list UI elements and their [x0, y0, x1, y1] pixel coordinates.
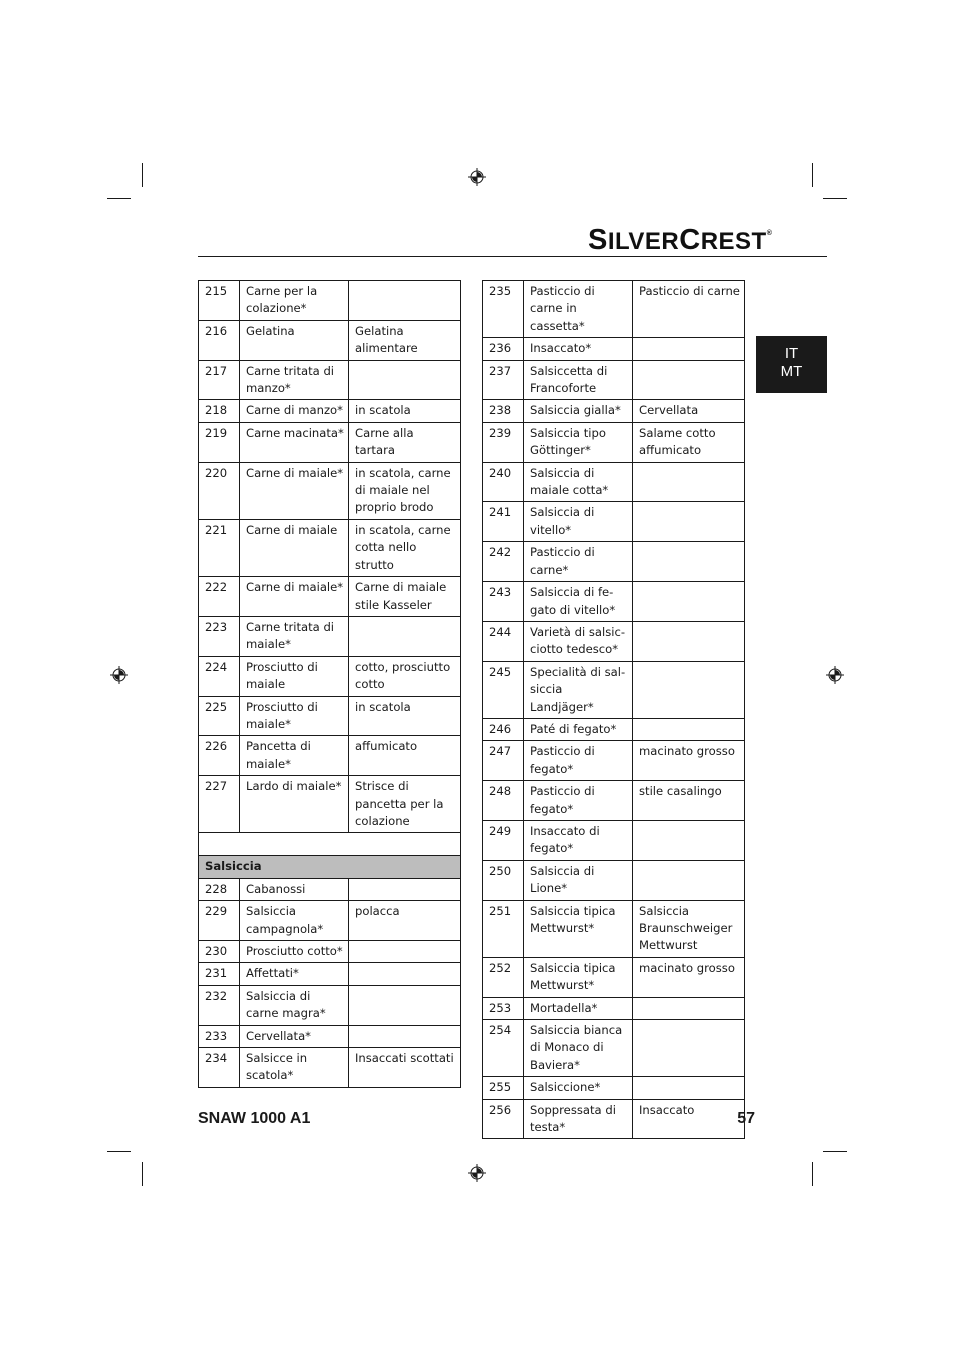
item-number: 219 — [199, 422, 240, 462]
table-row — [199, 400, 461, 422]
item-note: Insaccati scottati — [349, 1048, 461, 1088]
item-note: cotto, prosciutto cotto — [349, 656, 461, 696]
item-note: Salame cotto affumicato — [633, 422, 745, 462]
table-row — [483, 281, 745, 338]
item-number: 241 — [483, 502, 524, 542]
table-row — [483, 741, 745, 781]
item-note: in scatola, carne di maiale nel proprio brodo — [349, 462, 461, 519]
item-number: 231 — [199, 963, 240, 985]
item-number: 223 — [199, 616, 240, 656]
item-number: 235 — [483, 281, 524, 338]
item-number: 216 — [199, 320, 240, 360]
model-number: SNAW 1000 A1 — [198, 1110, 311, 1127]
table-row — [483, 661, 745, 718]
item-name: Salsiccia di fe-gato di vitello* — [524, 582, 633, 622]
item-note: macinato grosso — [633, 957, 745, 997]
item-name: Carne di manzo* — [240, 400, 349, 422]
item-number: 236 — [483, 338, 524, 360]
table-row — [199, 1025, 461, 1047]
registration-mark-icon — [468, 168, 486, 186]
item-note: polacca — [349, 901, 461, 941]
food-table-right — [482, 280, 745, 1139]
table-row — [483, 621, 745, 661]
table-row — [199, 696, 461, 736]
item-number: 243 — [483, 582, 524, 622]
table-row — [483, 502, 745, 542]
item-name: Salsiccia gialla* — [524, 400, 633, 422]
table-row — [199, 281, 461, 321]
table-row — [199, 422, 461, 462]
item-number: 256 — [483, 1099, 524, 1139]
language-code: IT — [784, 345, 799, 362]
item-note: in scatola — [349, 400, 461, 422]
item-name: Paté di fegato* — [524, 718, 633, 740]
item-note: affumicato — [349, 736, 461, 776]
crop-mark — [823, 1151, 847, 1152]
item-name: Affettati* — [240, 963, 349, 985]
item-note — [349, 985, 461, 1025]
item-number: 244 — [483, 621, 524, 661]
table-row — [199, 963, 461, 985]
item-number: 249 — [483, 820, 524, 860]
table-row — [199, 985, 461, 1025]
crop-mark — [812, 1162, 813, 1186]
item-note: Cervellata — [633, 400, 745, 422]
item-note — [633, 820, 745, 860]
item-name: Cervellata* — [240, 1025, 349, 1047]
item-name: Salsiccia tipica Mettwurst* — [524, 900, 633, 957]
table-row — [199, 320, 461, 360]
item-name: Gelatina — [240, 320, 349, 360]
item-number: 232 — [199, 985, 240, 1025]
item-note — [633, 338, 745, 360]
language-code: MT — [780, 363, 803, 380]
item-name: Specialità di sal-siccia Landjäger* — [524, 661, 633, 718]
item-number: 226 — [199, 736, 240, 776]
brand-logo — [588, 224, 773, 257]
table-row — [483, 422, 745, 462]
item-number: 245 — [483, 661, 524, 718]
item-number: 239 — [483, 422, 524, 462]
table-row — [199, 736, 461, 776]
item-name: Pancetta di maiale* — [240, 736, 349, 776]
table-row — [199, 901, 461, 941]
item-number: 224 — [199, 656, 240, 696]
item-name: Prosciutto di maiale — [240, 656, 349, 696]
brand-initial: S — [588, 224, 608, 256]
item-number: 230 — [199, 941, 240, 963]
table-row — [199, 462, 461, 519]
table-row — [199, 360, 461, 400]
registration-mark-icon — [110, 666, 128, 684]
item-note — [633, 621, 745, 661]
table-row — [483, 781, 745, 821]
item-note: in scatola, carne cotta nello strutto — [349, 519, 461, 576]
table-row — [483, 462, 745, 502]
table-cell — [199, 833, 461, 856]
table-row — [483, 1020, 745, 1077]
table-row — [199, 941, 461, 963]
item-name: Pasticcio di carne in cassetta* — [524, 281, 633, 338]
registration-mark-icon — [468, 1164, 486, 1182]
table-row — [483, 820, 745, 860]
item-note: stile casalingo — [633, 781, 745, 821]
table-row — [483, 338, 745, 360]
table-row — [483, 860, 745, 900]
brand-word: REST — [700, 228, 767, 255]
item-name: Prosciutto di maiale* — [240, 696, 349, 736]
table-row — [199, 878, 461, 900]
item-number: 228 — [199, 878, 240, 900]
crop-mark — [812, 163, 813, 187]
crop-mark — [107, 198, 131, 199]
item-number: 238 — [483, 400, 524, 422]
table-row — [483, 900, 745, 957]
item-note — [349, 963, 461, 985]
item-note: Pasticcio di carne — [633, 281, 745, 338]
item-name: Cabanossi — [240, 878, 349, 900]
item-note: macinato grosso — [633, 741, 745, 781]
item-number: 247 — [483, 741, 524, 781]
item-number: 220 — [199, 462, 240, 519]
table-row — [483, 997, 745, 1019]
table-row — [199, 776, 461, 833]
item-name: Pasticcio di fegato* — [524, 781, 633, 821]
table-row — [199, 616, 461, 656]
item-number: 250 — [483, 860, 524, 900]
crop-mark — [107, 1151, 131, 1152]
item-note: Strisce di pancetta per la colazione — [349, 776, 461, 833]
item-number: 234 — [199, 1048, 240, 1088]
item-name: Salsicce in scatola* — [240, 1048, 349, 1088]
item-name: Salsiccia di carne magra* — [240, 985, 349, 1025]
item-note — [349, 878, 461, 900]
item-note — [349, 616, 461, 656]
item-name: Salsiccia tipica Mettwurst* — [524, 957, 633, 997]
item-number: 254 — [483, 1020, 524, 1077]
item-note — [633, 582, 745, 622]
brand-word: ILVER — [607, 228, 680, 255]
brand-initial: C — [679, 224, 701, 256]
item-number: 227 — [199, 776, 240, 833]
table-row — [199, 577, 461, 617]
item-number: 252 — [483, 957, 524, 997]
item-name: Prosciutto cotto* — [240, 941, 349, 963]
table-row — [199, 1048, 461, 1088]
item-name: Salsiccione* — [524, 1077, 633, 1099]
item-name: Carne tritata di manzo* — [240, 360, 349, 400]
language-tab — [756, 336, 827, 393]
item-name: Carne di maiale* — [240, 577, 349, 617]
item-note: Carne alla tartara — [349, 422, 461, 462]
section-title: Salsiccia — [199, 856, 461, 878]
item-note — [633, 462, 745, 502]
table-spacer-row — [199, 833, 461, 856]
item-number: 251 — [483, 900, 524, 957]
item-name: Pasticcio di fegato* — [524, 741, 633, 781]
item-number: 222 — [199, 577, 240, 617]
item-name: Varietà di salsic-ciotto tedesco* — [524, 621, 633, 661]
crop-mark — [823, 198, 847, 199]
item-note — [349, 360, 461, 400]
item-number: 218 — [199, 400, 240, 422]
item-note — [633, 1077, 745, 1099]
item-note — [633, 997, 745, 1019]
item-number: 240 — [483, 462, 524, 502]
table-row — [199, 656, 461, 696]
header-rule — [198, 256, 827, 257]
crop-mark — [142, 1162, 143, 1186]
item-note: Salsiccia Braunschweiger Mettwurst — [633, 900, 745, 957]
item-note: Gelatina alimentare — [349, 320, 461, 360]
item-note — [633, 661, 745, 718]
table-row — [483, 1099, 745, 1139]
table-row — [483, 542, 745, 582]
item-note — [633, 502, 745, 542]
item-name: Salsiccia tipo Göttinger* — [524, 422, 633, 462]
item-number: 246 — [483, 718, 524, 740]
table-row — [483, 400, 745, 422]
table-row — [483, 957, 745, 997]
item-note: Carne di maiale stile Kasseler — [349, 577, 461, 617]
item-note — [633, 542, 745, 582]
item-note — [633, 718, 745, 740]
item-note — [633, 360, 745, 400]
item-note — [349, 941, 461, 963]
item-name: Carne per la colazione* — [240, 281, 349, 321]
item-note: in scatola — [349, 696, 461, 736]
item-name: Pasticcio di carne* — [524, 542, 633, 582]
table-row — [483, 718, 745, 740]
item-note: Insaccato — [633, 1099, 745, 1139]
section-header-row — [199, 856, 461, 878]
item-name: Insaccato di fegato* — [524, 820, 633, 860]
item-name: Carne macinata* — [240, 422, 349, 462]
item-number: 242 — [483, 542, 524, 582]
registration-mark-icon — [826, 666, 844, 684]
item-name: Insaccato* — [524, 338, 633, 360]
item-number: 233 — [199, 1025, 240, 1047]
table-row — [199, 519, 461, 576]
table-row — [483, 1077, 745, 1099]
table-row — [483, 360, 745, 400]
item-name: Salsiccia di vitello* — [524, 502, 633, 542]
item-name: Salsiccia bianca di Monaco di Baviera* — [524, 1020, 633, 1077]
page-number: 57 — [737, 1110, 755, 1127]
item-number: 215 — [199, 281, 240, 321]
item-note — [633, 1020, 745, 1077]
item-name: Salsiccia campagnola* — [240, 901, 349, 941]
item-name: Salsiccetta di Francoforte — [524, 360, 633, 400]
item-name: Carne tritata di maiale* — [240, 616, 349, 656]
item-number: 255 — [483, 1077, 524, 1099]
item-name: Mortadella* — [524, 997, 633, 1019]
item-number: 248 — [483, 781, 524, 821]
item-number: 237 — [483, 360, 524, 400]
item-number: 221 — [199, 519, 240, 576]
item-name: Salsiccia di Lione* — [524, 860, 633, 900]
item-name: Lardo di maiale* — [240, 776, 349, 833]
table-row — [483, 582, 745, 622]
food-table-left — [198, 280, 461, 1088]
item-number: 217 — [199, 360, 240, 400]
registered-mark: ® — [766, 230, 773, 237]
item-number: 225 — [199, 696, 240, 736]
item-name: Carne di maiale — [240, 519, 349, 576]
item-name: Carne di maiale* — [240, 462, 349, 519]
item-note — [633, 860, 745, 900]
crop-mark — [142, 163, 143, 187]
item-name: Salsiccia di maiale cotta* — [524, 462, 633, 502]
item-name: Soppressata di testa* — [524, 1099, 633, 1139]
item-note — [349, 1025, 461, 1047]
item-note — [349, 281, 461, 321]
item-number: 253 — [483, 997, 524, 1019]
item-number: 229 — [199, 901, 240, 941]
